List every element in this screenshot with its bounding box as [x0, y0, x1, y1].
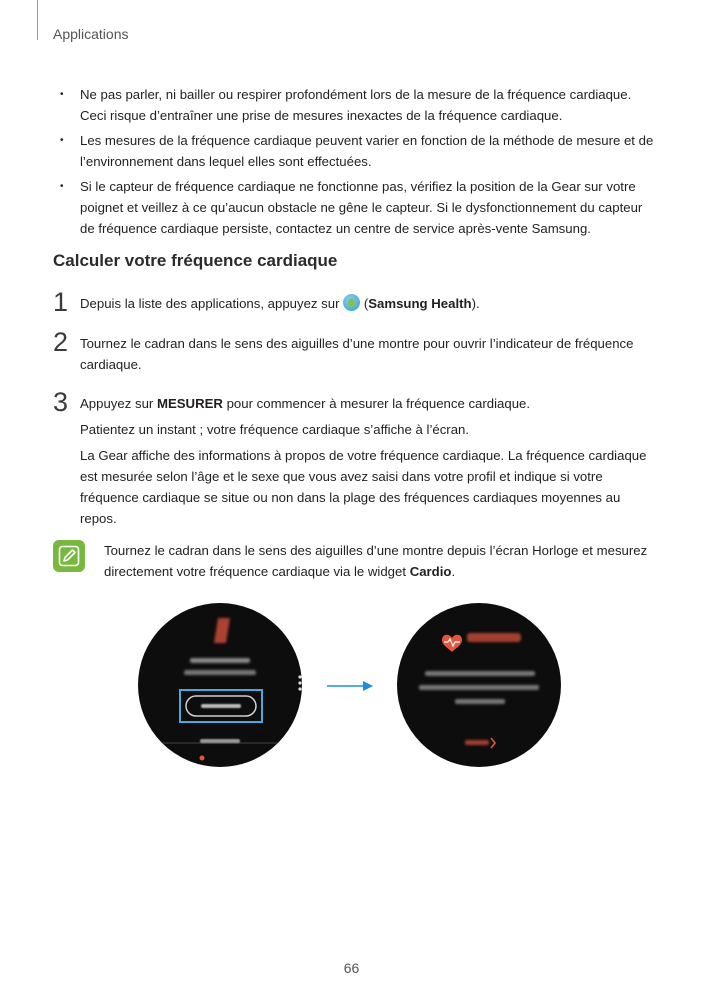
- list-item: • Les mesures de la fréquence cardiaque peuvent varier en fonction de la méthode de mesure et de l’environnement dans lequel elles sont effectuées.: [58, 130, 658, 172]
- section-heading: Calculer votre fréquence cardiaque: [53, 251, 338, 270]
- arrow-right-icon: [327, 678, 375, 694]
- bullet-icon: •: [60, 181, 64, 192]
- step-text: Appuyez sur MESURER pour commencer à mesurer la fréquence cardiaque.: [80, 396, 531, 411]
- step-3: [53, 387, 653, 534]
- list-item: • Si le capteur de fréquence cardiaque ne fonctionne pas, vérifiez la position de la Gear sur votre poignet et veillez à ce qu’aucun obstacle ne gêne le capteur. Si le dysfonctionnement du capteur de fréquence cardiaque persiste, contactez un centre de service après-vente Samsung.: [58, 176, 658, 239]
- note-box: [53, 540, 653, 582]
- step-number: 2: [53, 327, 69, 357]
- step-number: 1: [53, 287, 69, 317]
- page-number: 66: [343, 960, 360, 976]
- watch-screen-result: [397, 603, 561, 767]
- header-divider: [37, 0, 38, 40]
- step-paragraph: La Gear affiche des informations à propos de votre fréquence cardiaque. La fréquence cardiaque est mesurée selon l’âge et le sexe que vous avez saisi dans votre profil et indique si votre fréquence cardiaque se situe ou non dans la plage des fréquences cardiaques moyennes au repos.: [80, 448, 647, 526]
- watch-result-graphic: [397, 603, 561, 767]
- step-number: 3: [53, 387, 69, 417]
- header-section-title: Applications: [53, 26, 129, 42]
- note-text: Tournez le cadran dans le sens des aiguilles d’une montre depuis l’écran Horloge et mesurez directement votre fréquence cardiaque via le widget Cardio.: [104, 543, 648, 579]
- step-1: [53, 287, 653, 319]
- step-2: [53, 327, 653, 380]
- list-item: • Ne pas parler, ni bailler ou respirer profondément lors de la mesure de la fréquence cardiaque. Ceci risque d’entraîner une prise de mesures inexactes de la fréquence cardiaque.: [58, 84, 658, 126]
- watch-screen-measure: [138, 603, 302, 767]
- samsung-health-app-icon: [343, 294, 360, 311]
- bullet-icon: •: [60, 89, 64, 100]
- watch-measure-graphic: [138, 603, 302, 767]
- step-text: Depuis la liste des applications, appuyez sur (Samsung Health).: [80, 296, 480, 311]
- bullet-icon: •: [60, 135, 64, 146]
- step-text: Tournez le cadran dans le sens des aiguilles d’une montre pour ouvrir l’indicateur de fréquence cardiaque.: [80, 336, 634, 372]
- note-pencil-icon: [53, 540, 85, 572]
- caution-list: [58, 84, 658, 243]
- step-paragraph: Patientez un instant ; votre fréquence cardiaque s’affiche à l’écran.: [80, 422, 470, 437]
